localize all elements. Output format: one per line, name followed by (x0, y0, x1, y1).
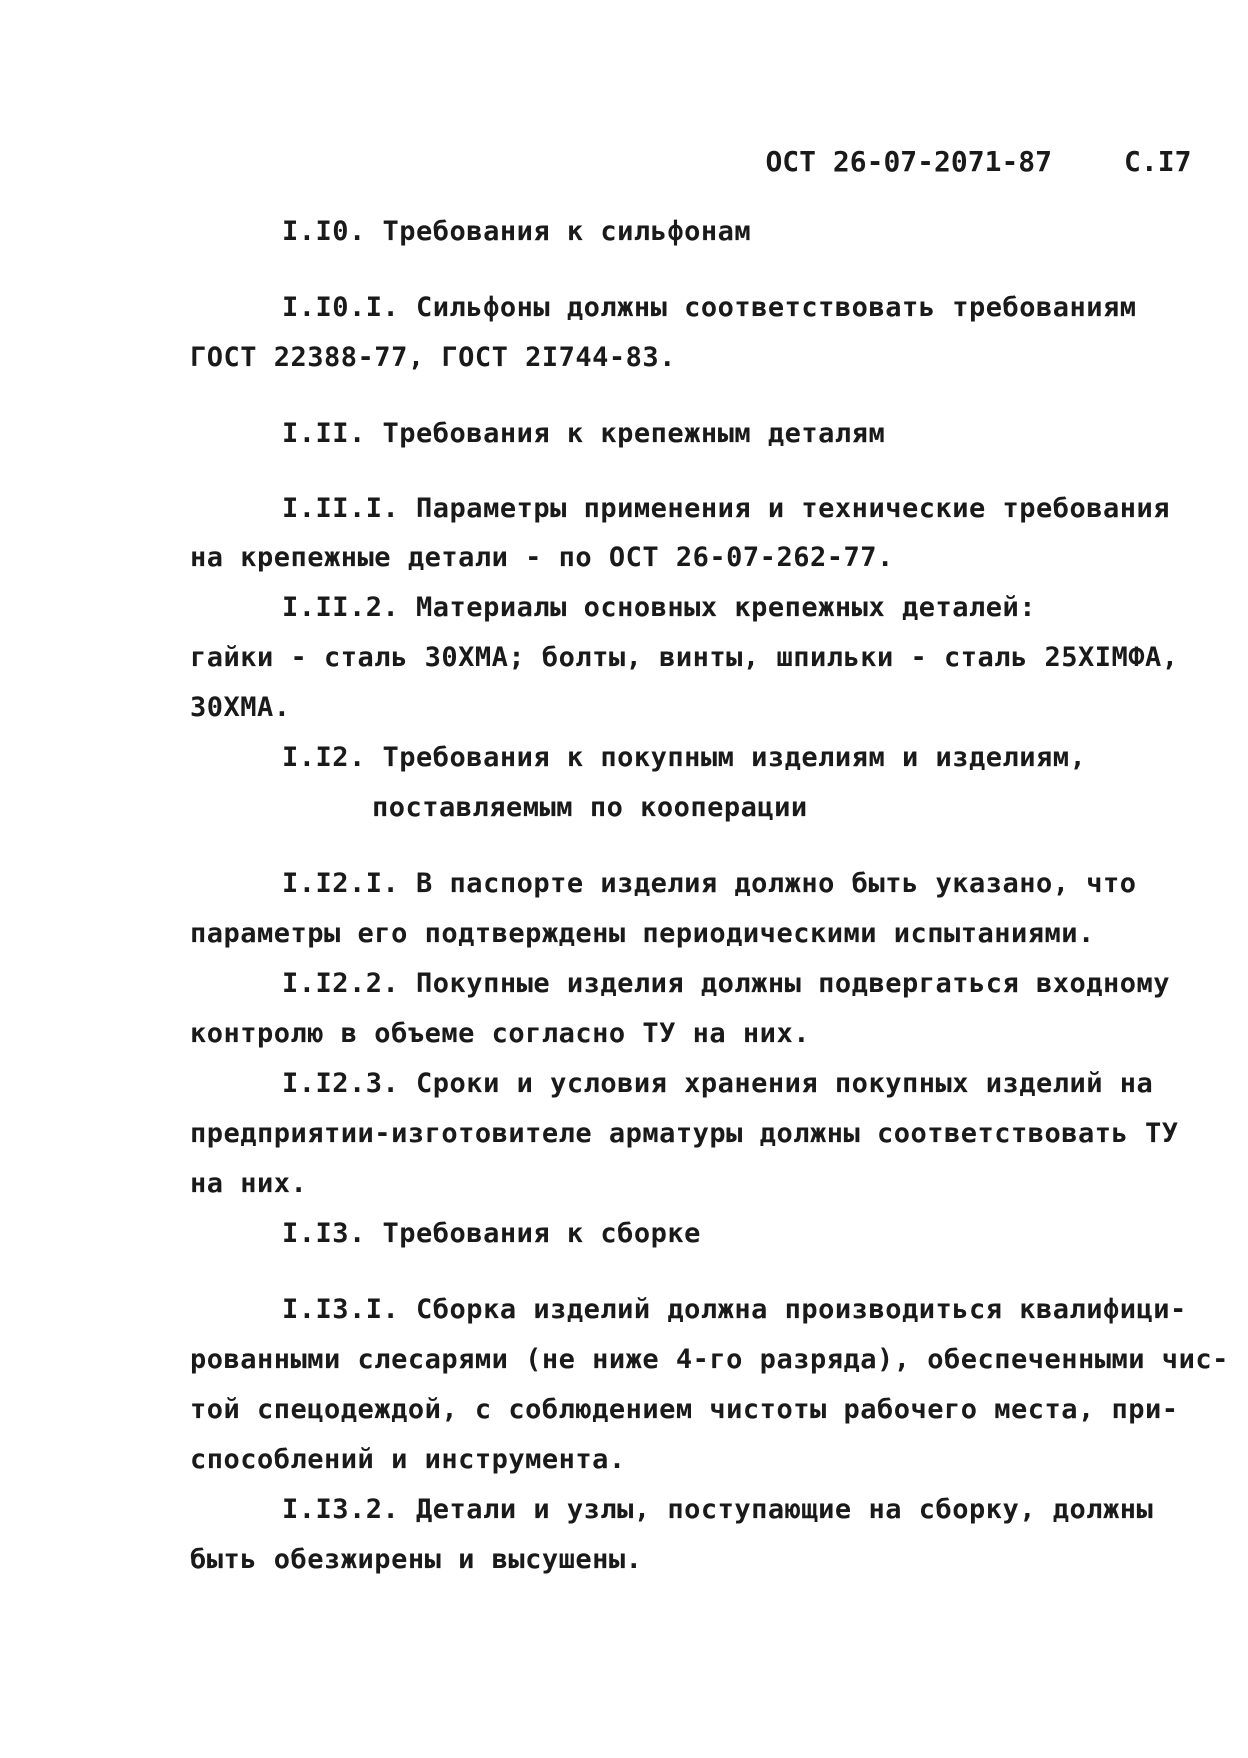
paragraph-line: быть обезжирены и высушены. (190, 1544, 643, 1575)
paragraph-line: параметры его подтверждены периодическими испытаниями. (190, 918, 1095, 949)
paragraph-line: I.II.I. Параметры применения и технические требования (282, 493, 1171, 524)
paragraph-line: предприятии-изготовителе арматуры должны соответствовать ТУ (190, 1118, 1179, 1149)
paragraph-line: I.I2.2. Покупные изделия должны подвергаться входному (282, 968, 1171, 999)
section-heading-1-13: I.I3. Требования к сборке (282, 1218, 701, 1249)
paragraph-line: способлений и инструмента. (190, 1444, 626, 1475)
paragraph-line: гайки - сталь 30ХМА; болты, винты, шпильки - сталь 25ХIМФА, (190, 642, 1179, 673)
section-heading-1-12-cont: поставляемым по кооперации (372, 792, 808, 823)
paragraph-line: I.I3.2. Детали и узлы, поступающие на сборку, должны (282, 1494, 1154, 1525)
paragraph-line: ГОСТ 22388-77, ГОСТ 2I744-83. (190, 342, 676, 373)
paragraph-line: 30ХМА. (190, 692, 291, 723)
page-number: С.I7 (1124, 145, 1192, 178)
page-header (698, 112, 1191, 211)
paragraph-line: I.I3.I. Сборка изделий должна производиться квалифици- (282, 1294, 1187, 1325)
paragraph-line: рованными слесарями (не ниже 4-го разряда), обеспеченными чис- (190, 1344, 1229, 1375)
paragraph-line: на них. (190, 1168, 308, 1199)
section-heading-1-11: I.II. Требования к крепежным деталям (282, 418, 886, 449)
section-heading-1-12: I.I2. Требования к покупным изделиям и изделиям, (282, 742, 1087, 773)
paragraph-line: I.I0.I. Сильфоны должны соответствовать требованиям (282, 292, 1137, 323)
paragraph-line: той спецодеждой, с соблюдением чистоты рабочего места, при- (190, 1394, 1179, 1425)
document-code: ОСТ 26-07-2071-87 (765, 145, 1053, 178)
paragraph-line: I.I2.3. Сроки и условия хранения покупных изделий на (282, 1068, 1154, 1099)
paragraph-line: на крепежные детали - по ОСТ 26-07-262-77. (190, 542, 894, 573)
paragraph-line: контролю в объеме согласно ТУ на них. (190, 1018, 810, 1049)
paragraph-line: I.I2.I. В паспорте изделия должно быть указано, что (282, 868, 1137, 899)
paragraph-line: I.II.2. Материалы основных крепежных деталей: (282, 592, 1036, 623)
section-heading-1-10: I.I0. Требования к сильфонам (282, 216, 752, 247)
